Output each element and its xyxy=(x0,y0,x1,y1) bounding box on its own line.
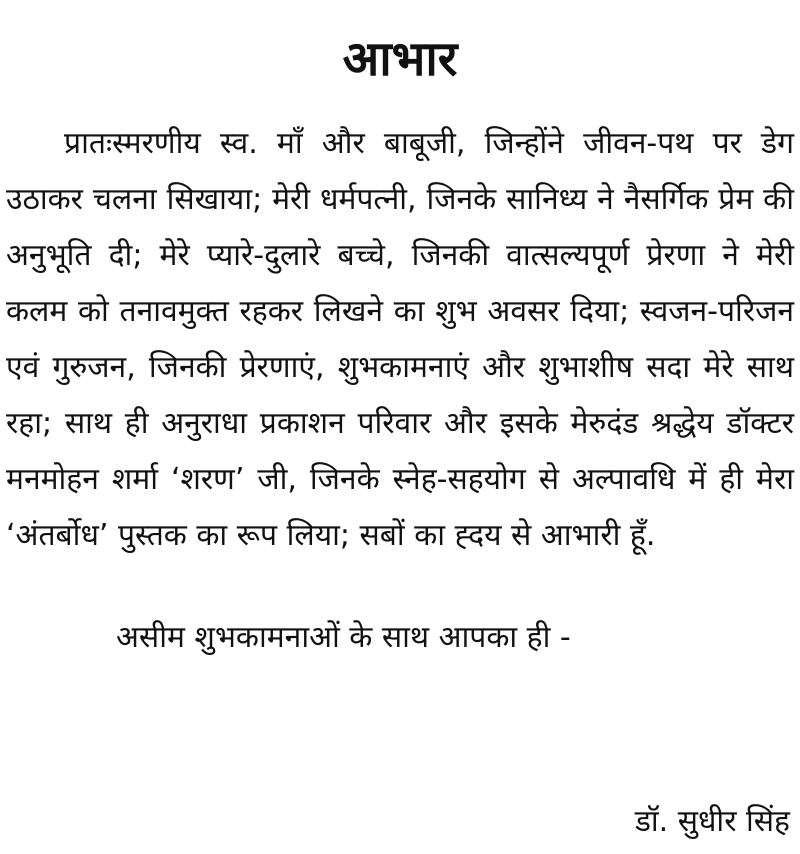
author-signature: डॉ. सुधीर सिंह xyxy=(634,804,790,839)
closing-line: असीम शुभकामनाओं के साथ आपका ही - xyxy=(116,620,571,655)
page-title: आभार xyxy=(342,31,458,88)
acknowledgement-paragraph: प्रातःस्मरणीय स्व. माँ और बाबूजी, जिन्होंने जीवन-पथ पर डेग उठाकर चलना सिखाया; मेरी धर्मपत्नी, जिनके सानिध्य ने नैसर्गिक प्रेम की अनुभूति दी; मेरे प्यारे-दुलारे बच्चे, जिनकी वात्सल्यपूर्ण प्रेरणा ने मेरी कलम को तनावमुक्त रहकर लिखने का शुभ अवसर दिया; स्वजन-परिजन एवं गुरुजन, जिनकी प्रेरणाएं, शुभकामनाएं और शुभाशीष सदा मेरे साथ रहा; साथ ही अनुराधा प्रकाशन परिवार और इसके मेरुदंड श्रद्धेय डॉक्टर मनमोहन शर्मा ‘शरण’ जी, जिनके स्नेह-सहयोग से अल्पावधि में ही मेरा ‘अंतर्बोध’ पुस्तक का रूप लिया; सबों का ह्दय से आभारी हूँ. xyxy=(6,126,794,553)
